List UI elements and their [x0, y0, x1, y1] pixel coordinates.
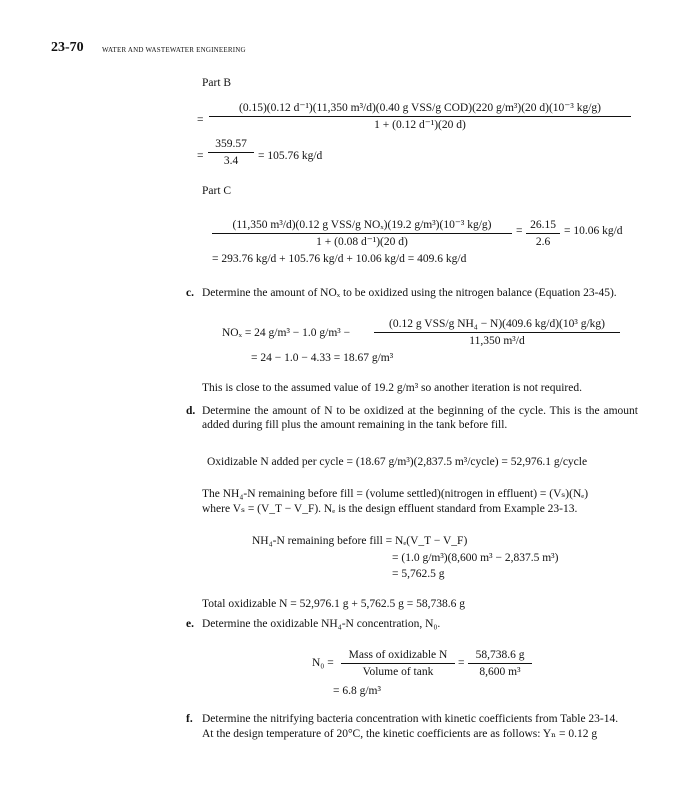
step-c-text: Determine the amount of NOₓ to be oxidized using the nitrogen balance (Equation 23-45). — [202, 287, 617, 299]
part-c-eq2-result: = 10.06 kg/d — [564, 225, 623, 237]
step-c-eq-numerator: (0.12 g VSS/g NH₄ − N)(409.6 kg/d)(10³ g/kg) — [374, 317, 620, 333]
part-c-eq-mid: = — [516, 225, 523, 237]
step-c-note: This is close to the assumed value of 19.2 g/m³ so another iteration is not required. — [202, 382, 582, 394]
step-d-marker: d. — [186, 405, 196, 417]
step-e-mid: = — [458, 657, 465, 669]
step-d-total-oxidizable: Total oxidizable N = 52,976.1 g + 5,762.5 g = 58,738.6 g — [202, 598, 466, 610]
part-c-eq1-fraction — [212, 218, 512, 249]
part-c-label: Part C — [202, 185, 232, 197]
part-b-label: Part B — [202, 77, 232, 89]
part-b-eq2-lead: = — [197, 150, 204, 162]
step-f-text-1: Determine the nitrifying bacteria concentration with kinetic coefficients from Table 23-14. — [202, 713, 619, 725]
step-e-marker: e. — [186, 618, 194, 630]
part-b-eq2-denominator: 3.4 — [223, 155, 239, 167]
part-c-total: = 293.76 kg/d + 105.76 kg/d + 10.06 kg/d = 409.6 kg/d — [212, 253, 467, 265]
step-e-denominator-2: 8,600 m³ — [479, 666, 521, 678]
step-e-fraction-1 — [341, 648, 455, 679]
step-d-remaining-text-1: The NH₄-N remaining before fill = (volume settled)(nitrogen in effluent) = (Vₛ)(Nₑ) — [202, 488, 589, 500]
step-c-eq-fraction — [374, 317, 620, 348]
step-e-numerator-1: Mass of oxidizable N — [341, 648, 455, 664]
part-b-eq1-numerator: (0.15)(0.12 d⁻¹)(11,350 m³/d)(0.40 g VSS/g COD)(220 g/m³)(20 d)(10⁻³ kg/g) — [209, 101, 631, 117]
part-b-eq1-denominator: 1 + (0.12 d⁻¹)(20 d) — [374, 119, 466, 131]
step-e-text: Determine the oxidizable NH₄-N concentration, N₀. — [202, 618, 441, 630]
part-b-eq1-lead: = — [197, 114, 204, 126]
part-c-eq2-numerator: 26.15 — [526, 218, 560, 234]
part-c-eq2-fraction — [526, 218, 560, 249]
step-d-nh4-line1: NH₄-N remaining before fill = Nₑ(V_T − V_F) — [252, 535, 468, 547]
step-e-fraction-2 — [468, 648, 532, 679]
step-d-nh4-line2: = (1.0 g/m³)(8,600 m³ − 2,837.5 m³) — [392, 552, 559, 564]
step-e-numerator-2: 58,738.6 g — [468, 648, 532, 664]
step-e-lhs: N₀ = — [312, 657, 334, 669]
part-b-eq1-fraction — [209, 101, 631, 132]
step-c-eq-lhs: NOₓ = 24 g/m³ − 1.0 g/m³ − — [222, 327, 351, 339]
step-c-eq-denominator: 11,350 m³/d — [469, 335, 525, 347]
part-b-eq2-numerator: 359.57 — [208, 137, 254, 153]
step-d-text: Determine the amount of N to be oxidized at the beginning of the cycle. This is the amount added during fill plus the amount remaining in the tank before fill. — [202, 405, 638, 431]
step-f-text-2: At the design temperature of 20°C, the kinetic coefficients are as follows: Yₙ = 0.12 g — [202, 728, 598, 740]
step-d-oxidizable-eq: Oxidizable N added per cycle = (18.67 g/m³)(2,837.5 m³/cycle) = 52,976.1 g/cycle — [207, 456, 588, 468]
step-e-denominator-1: Volume of tank — [362, 666, 434, 678]
step-c-eq-result: = 24 − 1.0 − 4.33 = 18.67 g/m³ — [251, 352, 394, 364]
step-d-nh4-line3: = 5,762.5 g — [392, 568, 445, 580]
running-title: WATER AND WASTEWATER ENGINEERING — [102, 46, 246, 54]
step-e-result: = 6.8 g/m³ — [333, 685, 381, 697]
step-d-remaining-text-2: where Vₛ = (V_T − V_F). Nₑ is the design effluent standard from Example 23-13. — [202, 503, 578, 515]
page-number: 23-70 — [51, 40, 84, 55]
part-b-eq2-result: = 105.76 kg/d — [258, 150, 323, 162]
part-c-eq1-numerator: (11,350 m³/d)(0.12 g VSS/g NOₓ)(19.2 g/m³)(10⁻³ kg/g) — [212, 218, 512, 234]
part-c-eq2-denominator: 2.6 — [535, 236, 551, 248]
step-c-marker: c. — [186, 287, 194, 299]
part-b-eq2-fraction — [208, 137, 254, 168]
part-c-eq1-denominator: 1 + (0.08 d⁻¹)(20 d) — [316, 236, 408, 248]
step-f-marker: f. — [186, 713, 193, 725]
